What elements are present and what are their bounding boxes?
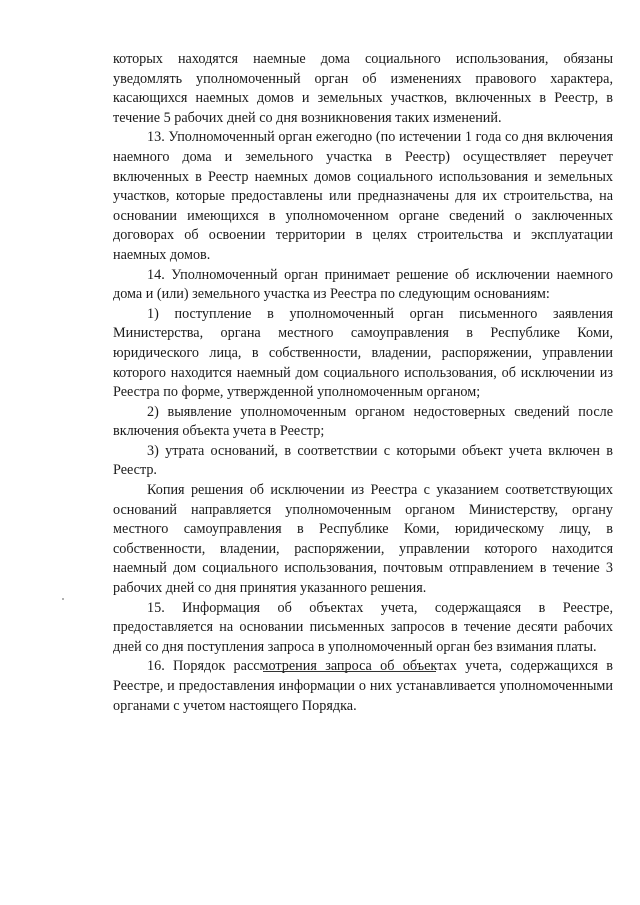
paragraph-item-16: 16. Порядок рассмотрения запроса об объектах учета, содержащихся в Реестре, и предоставления информации о них устанавливается уполномоченными органами с учетом настоящего Порядка.: [113, 658, 613, 714]
scan-speck: [62, 598, 64, 600]
paragraph-continuation: которых находятся наемные дома социального использования, обязаны уведомлять уполномоченный орган об изменениях правового характера, касающихся наемных домов и земельных участков, включенных в Реестр, в течение 5 рабочих дней со дня возникновения таких изменений.: [113, 51, 613, 126]
paragraph-item-14: 14. Уполномоченный орган принимает решение об исключении наемного дома и (или) земельного участка из Реестра по следующим основаниям:: [113, 266, 613, 303]
paragraph-subitem-2: 2) выявление уполномоченным органом недостоверных сведений после включения объекта учета в Реестр;: [113, 403, 613, 440]
paragraph-subitem-1: 1) поступление в уполномоченный орган письменного заявления Министерства, органа местного самоуправления в Республике Коми, юридического лица, в собственности, владении, распоряжении, управлении которого находится наемный дом социального использования, об исключении из Реестра по форме, утвержденной уполномоченным органом;: [113, 305, 613, 401]
paragraph-item-15: 15. Информация об объектах учета, содержащаяся в Реестре, предоставляется на основании письменных запросов в течение десяти рабочих дней со дня поступления запроса в уполномоченный орган без взимания платы.: [113, 599, 613, 655]
paragraph-item-13: 13. Уполномоченный орган ежегодно (по истечении 1 года со дня включения наемного дома и земельного участка в Реестр) осуществляет переучет включенных в Реестр наемных домов социального использования и земельных участков, которые предоставлены или предназначены для их строительства, на основании имеющихся в уполномоченном органе сведений о заключенных договорах об освоении территории в целях строительства и эксплуатации наемных домов.: [113, 129, 613, 263]
document-body: [113, 50, 613, 716]
paragraph-subitem-3: 3) утрата оснований, в соответствии с которыми объект учета включен в Реестр.: [113, 442, 613, 479]
end-of-document-rule: [263, 671, 436, 672]
paragraph-copy-decision: Копия решения об исключении из Реестра с указанием соответствующих оснований направляется уполномоченным органом Министерству, органу местного самоуправления в Республике Коми, юридическому лицу, в собственности, владении, распоряжении, управлении которого находится наемный дом социального использования, почтовым отправлением в течение 3 рабочих дней со дня принятия указанного решения.: [113, 482, 613, 597]
